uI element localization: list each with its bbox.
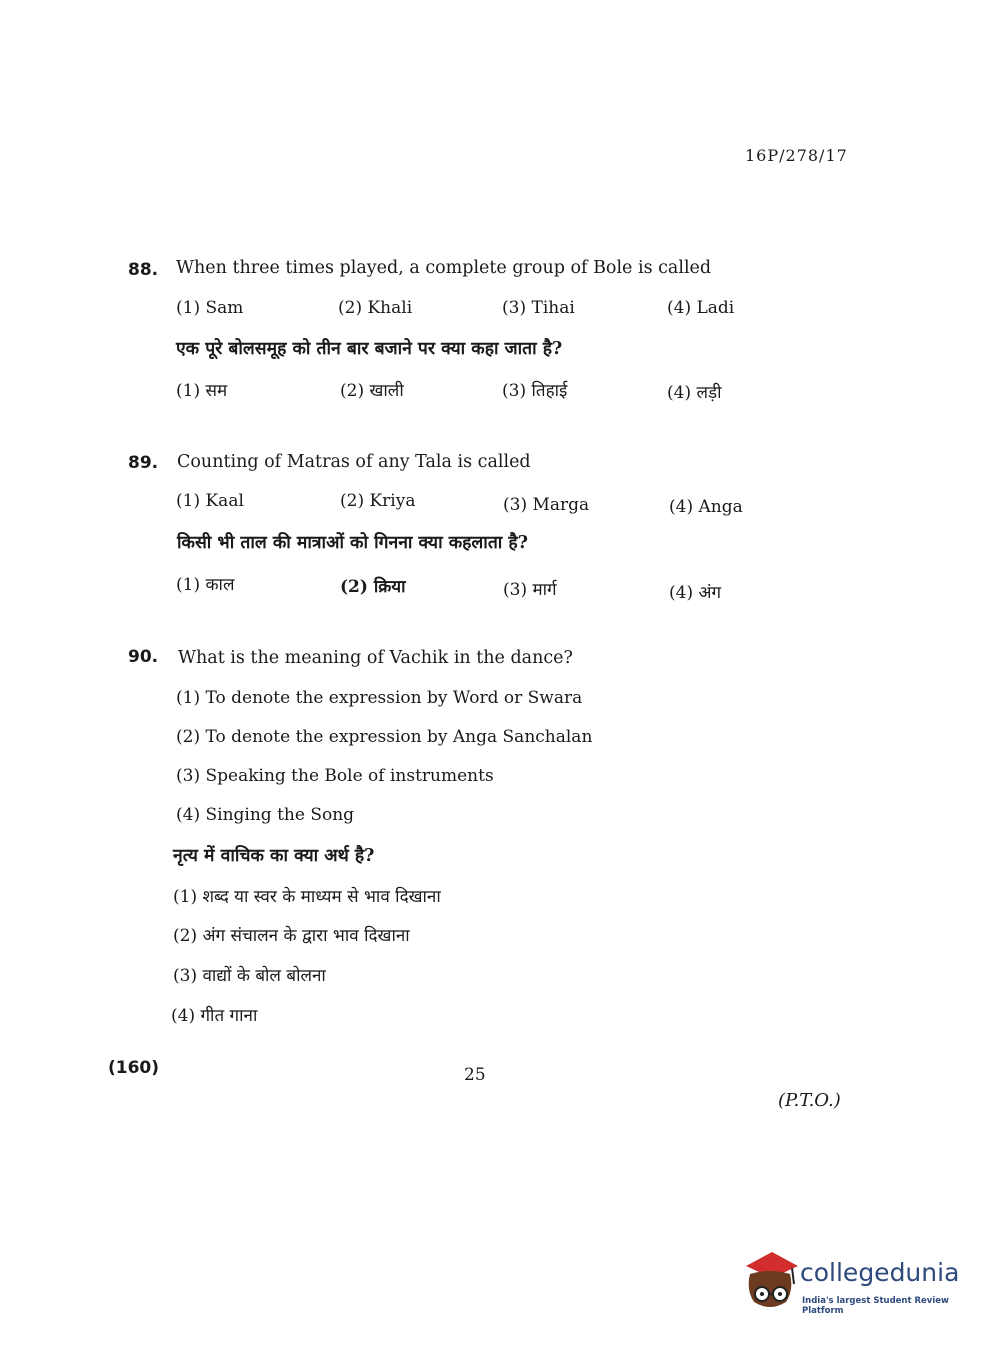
question-89-option-en-1: (1) Kaal [176,491,244,511]
question-90-option-hi-3: (3) वाद्यों के बोल बोलना [173,966,326,986]
question-90-option-en-3: (3) Speaking the Bole of instruments [176,766,494,786]
footer-code: (160) [108,1058,160,1078]
question-89-option-en-2: (2) Kriya [340,491,416,511]
question-90-number: 90. [128,647,159,667]
question-89-option-hi-3: (3) मार्ग [503,580,557,600]
question-89-option-hi-4: (4) अंग [669,583,722,603]
question-90-text-en: What is the meaning of Vachik in the dance? [178,648,573,668]
question-90-option-hi-1: (1) शब्द या स्वर के माध्यम से भाव दिखाना [173,887,441,907]
question-90-option-en-2: (2) To denote the expression by Anga Sanchalan [176,727,593,747]
question-89-option-hi-2: (2) क्रिया [340,577,406,597]
question-88-text-en: When three times played, a complete group of Bole is called [176,258,712,278]
page-number: 25 [464,1065,486,1085]
paper-code: 16P/278/17 [745,146,848,165]
question-89-text-en: Counting of Matras of any Tala is called [177,452,531,472]
collegedunia-logo [742,1250,972,1320]
question-90-option-en-4: (4) Singing the Song [176,805,355,825]
question-88-option-hi-4: (4) लड़ी [667,383,722,403]
question-89-text-hi: किसी भी ताल की मात्राओं को गिनना क्या कहलाता है? [177,533,528,553]
question-88-option-hi-2: (2) खाली [340,381,404,401]
question-90-option-hi-2: (2) अंग संचालन के द्वारा भाव दिखाना [173,926,410,946]
question-90-text-hi: नृत्य में वाचिक का क्या अर्थ है? [173,846,375,866]
question-90-option-en-1: (1) To denote the expression by Word or Swara [176,688,583,708]
question-88-option-hi-3: (3) तिहाई [502,381,568,401]
question-88-text-hi: एक पूरे बोलसमूह को तीन बार बजाने पर क्या कहा जाता है? [176,339,563,359]
question-88-number: 88. [128,260,159,280]
question-89-number: 89. [128,453,159,473]
student-mascot-icon [742,1250,800,1312]
logo-name: collegedunia [800,1258,960,1287]
question-88-option-en-3: (3) Tihai [502,298,575,318]
question-88-option-en-4: (4) Ladi [667,298,735,318]
question-88-option-en-1: (1) Sam [176,298,244,318]
question-88-option-hi-1: (1) सम [176,381,228,401]
question-89-option-hi-1: (1) काल [176,575,235,595]
question-90-option-hi-4: (4) गीत गाना [171,1006,258,1026]
logo-tagline: India's largest Student Review Platform [802,1296,949,1316]
question-89-option-en-4: (4) Anga [669,497,743,517]
question-88-option-en-2: (2) Khali [338,298,413,318]
pto-note: (P.T.O.) [778,1090,841,1111]
question-89-option-en-3: (3) Marga [503,495,590,515]
